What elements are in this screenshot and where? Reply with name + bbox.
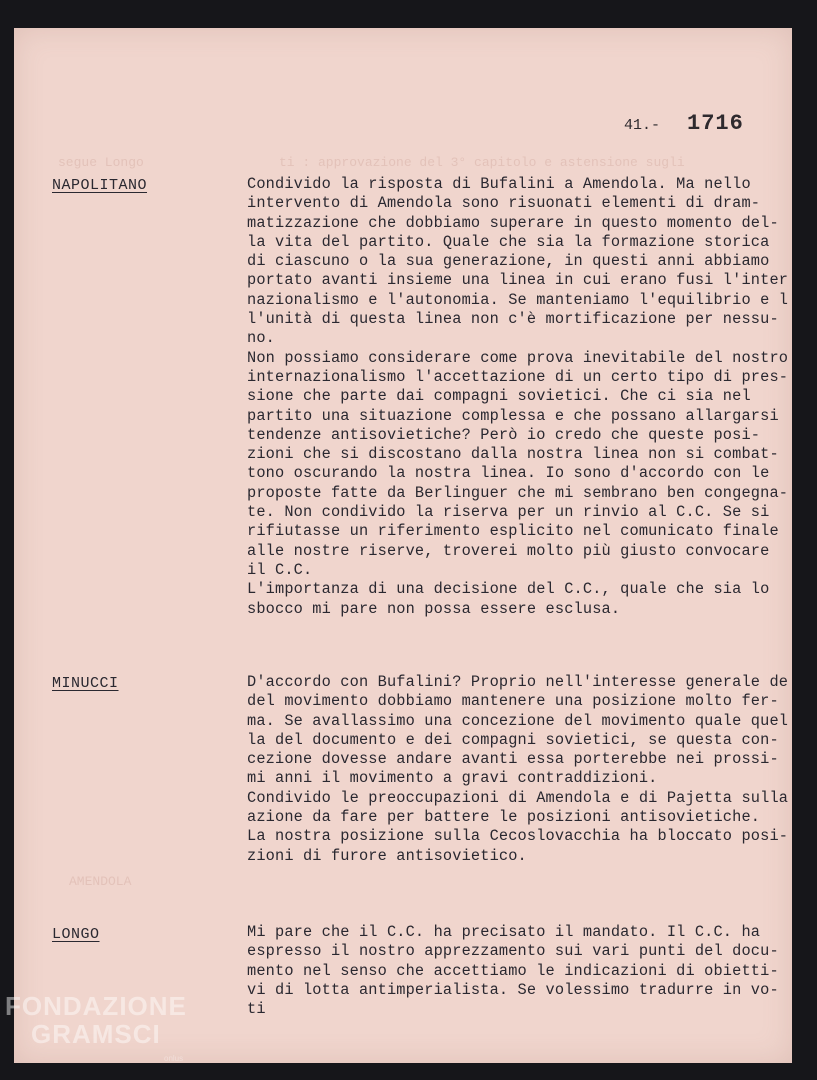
speech-line: Mi pare che il C.C. ha precisato il mandato. Il C.C. ha [247,923,761,941]
speaker-longo: LONGO [52,926,100,943]
speech-line: azione da fare per battere le posizioni antisovietiche. [247,808,761,827]
speech-line: rifiutasse un riferimento esplicito nel comunicato finale [247,522,779,541]
ghost-amendola-label: AMENDOLA [69,874,132,889]
document-page [14,28,792,1063]
speech-minucci [247,673,792,866]
speech-line: Non possiamo considerare come prova inevitabile del nostro [247,348,789,367]
speech-line: di ciascuno o la sua generazione, in questi anni abbiamo [247,252,770,271]
speech-line: tono oscurando la nostra linea. Io sono d'accordo con le [247,464,770,483]
speech-longo [247,923,792,1019]
speaker-minucci: MINUCCI [52,675,119,692]
speech-line: mento nel senso che accettiamo le indicazioni di obietti- [247,961,779,980]
speech-line: ma. Se avallassimo una concezione del movimento quale quel [247,711,789,730]
speech-line: L'importanza di una decisione del C.C., quale che sia lo [247,580,770,599]
watermark-line-1: FONDAZIONE [5,991,187,1021]
watermark-sub: onlus [164,1054,184,1063]
page-number-prefix: 41.- [624,117,661,134]
speech-line: D'accordo con Bufalini? Proprio nell'interesse generale de [247,673,789,691]
speech-line: te. Non condivido la riserva per un rinvio al C.C. Se si [247,503,770,522]
speech-line: Condivido le preoccupazioni di Amendola e di Pajetta sulla [247,788,789,807]
speech-line: no. [247,329,275,348]
speech-line: internazionalismo l'accettazione di un certo tipo di pres- [247,367,789,386]
speech-napolitano [247,175,792,619]
speech-line: il C.C. [247,560,313,579]
page-stamp-number: 1716 [687,111,744,136]
speech-line: del movimento dobbiamo mantenere una posizione molto fer- [247,692,779,711]
speech-line: La nostra posizione sulla Cecoslovacchia ha bloccato posi- [247,827,789,846]
ghost-line: ti : approvazione del 3° capitolo e astensione sugli [279,155,685,170]
speech-line: partito una situazione complessa e che possano allargarsi [247,406,779,425]
speech-line: proposte fatte da Berlinguer che mi sembrano ben congegna- [247,483,789,502]
speech-line: tendenze antisovietiche? Però io credo che queste posi- [247,425,761,444]
speech-line: la vita del partito. Quale che sia la formazione storica [247,232,770,251]
speech-line: zioni che si discostano dalla nostra linea non si combat- [247,445,779,464]
speech-line: Condivido la risposta di Bufalini a Amendola. Ma nello [247,175,751,193]
speech-line: sione che parte dai compagni sovietici. Che ci sia nel [247,387,751,406]
speech-line: zioni di furore antisovietico. [247,846,527,865]
speech-line: intervento di Amendola sono risuonati elementi di dram- [247,194,761,213]
speech-line: espresso il nostro apprezzamento sui vari punti del docu- [247,942,779,961]
speech-line: matizzazione che dobbiamo superare in questo momento del- [247,213,779,232]
speech-line: la del documento e dei compagni sovietici, se questa con- [247,730,779,749]
speech-line: cezione dovesse andare avanti essa porterebbe nei prossi- [247,750,779,769]
speech-line: nazionalismo e l'autonomia. Se manteniamo l'equilibrio e l [247,290,789,309]
speech-line: sbocco mi pare non possa essere esclusa. [247,599,621,618]
watermark-line-2: GRAMSCI [31,1019,161,1049]
ghost-heading: segue Longo [58,155,144,170]
speech-line: vi di lotta antimperialista. Se volessimo tradurre in vo- [247,980,779,999]
page-number [624,111,744,136]
speaker-napolitano: NAPOLITANO [52,177,148,194]
speech-line: portato avanti insieme una linea in cui erano fusi l'inter [247,271,789,290]
speech-line: l'unità di questa linea non c'è mortificazione per nessu- [247,310,779,329]
speech-line: mi anni il movimento a gravi contraddizioni. [247,769,658,788]
speech-line: alle nostre riserve, troverei molto più giusto convocare [247,541,770,560]
fondazione-gramsci-watermark [5,992,187,1048]
speech-line: ti [247,1000,266,1019]
